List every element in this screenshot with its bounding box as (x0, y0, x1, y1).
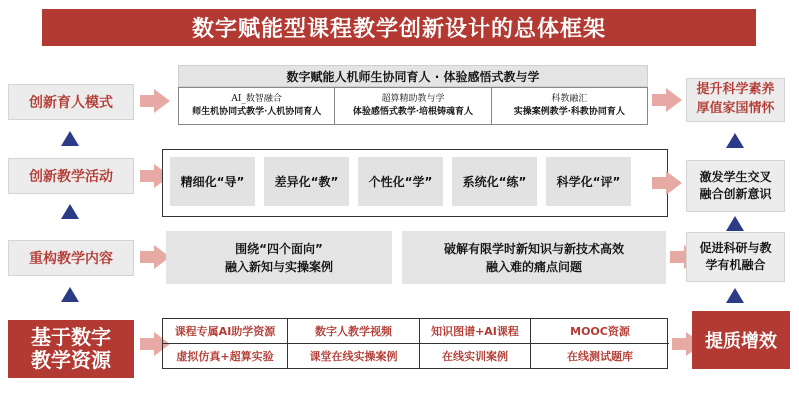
left-resources-line1: 基于数字 (31, 325, 111, 349)
resource-online-training: 在线实训案例 (420, 344, 531, 369)
up-arrow-right-3 (726, 288, 744, 303)
row1-col-supercomputing (334, 88, 490, 124)
resource-knowledge-graph: 知识图谱+AI课程 (420, 319, 531, 344)
outcome-r3-line2: 学有机融合 (705, 258, 766, 272)
left-label-restructure-content: 重构教学内容 (8, 240, 134, 276)
outcome-top-line1: 提升科学素养 (696, 82, 775, 98)
left-resources-line2: 教学资源 (31, 348, 111, 372)
row1-col-supercomputing-desc: 体验感悟式教学·培根铸魂育人 (352, 107, 474, 117)
row3-box2-line2: 融入难的痛点问题 (485, 259, 582, 274)
left-label-innovation-activity: 创新教学活动 (8, 158, 134, 194)
up-arrow-3 (61, 287, 79, 302)
resource-mooc: MOOC资源 (531, 319, 669, 344)
row1-columns (178, 87, 648, 125)
page-title: 数字赋能型课程教学创新设计的总体框架 (42, 9, 756, 46)
row1-col-science-education (491, 88, 647, 124)
resources-grid (162, 318, 668, 369)
row2-item-guide: 精细化“导” (170, 157, 255, 206)
outcome-innovation-awareness (686, 160, 785, 212)
row1-header: 数字赋能人机师生协同育人 · 体验感悟式教与学 (178, 65, 648, 87)
row1-col-ai (179, 88, 334, 124)
row1-col-ai-title: AI_数智融合 (231, 93, 282, 104)
resource-digital-human-video: 数字人教学视频 (288, 319, 420, 344)
row1-col-science-education-desc: 实操案例教学·科教协同育人 (513, 107, 625, 117)
row2-item-practice: 系统化“练” (452, 157, 537, 206)
up-arrow-right-2 (726, 216, 744, 231)
outcome-r2-line1: 激发学生交叉 (699, 169, 772, 184)
row3-box2-line1: 破解有限学时新知识与新技术高效 (443, 241, 624, 256)
resource-virtual-sim: 虚拟仿真+超算实验 (163, 344, 288, 369)
right-arrow-center-row2 (652, 171, 682, 195)
outcome-r2-line2: 融合创新意识 (699, 187, 772, 201)
left-label-digital-resources (8, 320, 134, 378)
up-arrow-1 (61, 131, 79, 146)
resource-online-cases: 课堂在线实操案例 (288, 344, 420, 369)
right-arrow-left-row1 (140, 89, 170, 113)
resource-test-bank: 在线测试题库 (567, 349, 633, 363)
row1-col-ai-desc: 师生机协同式教学·人机协同育人 (192, 107, 322, 117)
row2-item-learn: 个性化“学” (358, 157, 443, 206)
outcome-quality-efficiency: 提质增效 (692, 311, 790, 369)
up-arrow-2 (61, 204, 79, 219)
left-label-innovation-model: 创新育人模式 (8, 84, 134, 120)
right-arrow-center-row1 (652, 88, 682, 112)
row1-col-science-education-title: 科教融汇 (551, 93, 588, 104)
outcome-science-literacy (686, 78, 785, 122)
row1-col-supercomputing-title: 超算精助教与学 (381, 93, 445, 104)
row3-box1-line2: 融入新知与实操案例 (224, 259, 333, 274)
row2-item-teach: 差异化“教” (264, 157, 349, 206)
up-arrow-right-1 (726, 133, 744, 148)
outcome-r3-line1: 促进科研与教 (699, 240, 772, 255)
row3-box1-line1: 围绕“四个面向” (235, 241, 323, 256)
outcome-research-teaching (686, 232, 785, 282)
resource-ai-assist: 课程专属AI助学资源 (163, 319, 288, 344)
row3-box-pain-points (402, 231, 666, 284)
outcome-top-line2: 厚值家国情怀 (696, 101, 775, 116)
row2-item-evaluate: 科学化“评” (546, 157, 631, 206)
row3-box-four-orientations (166, 231, 392, 284)
